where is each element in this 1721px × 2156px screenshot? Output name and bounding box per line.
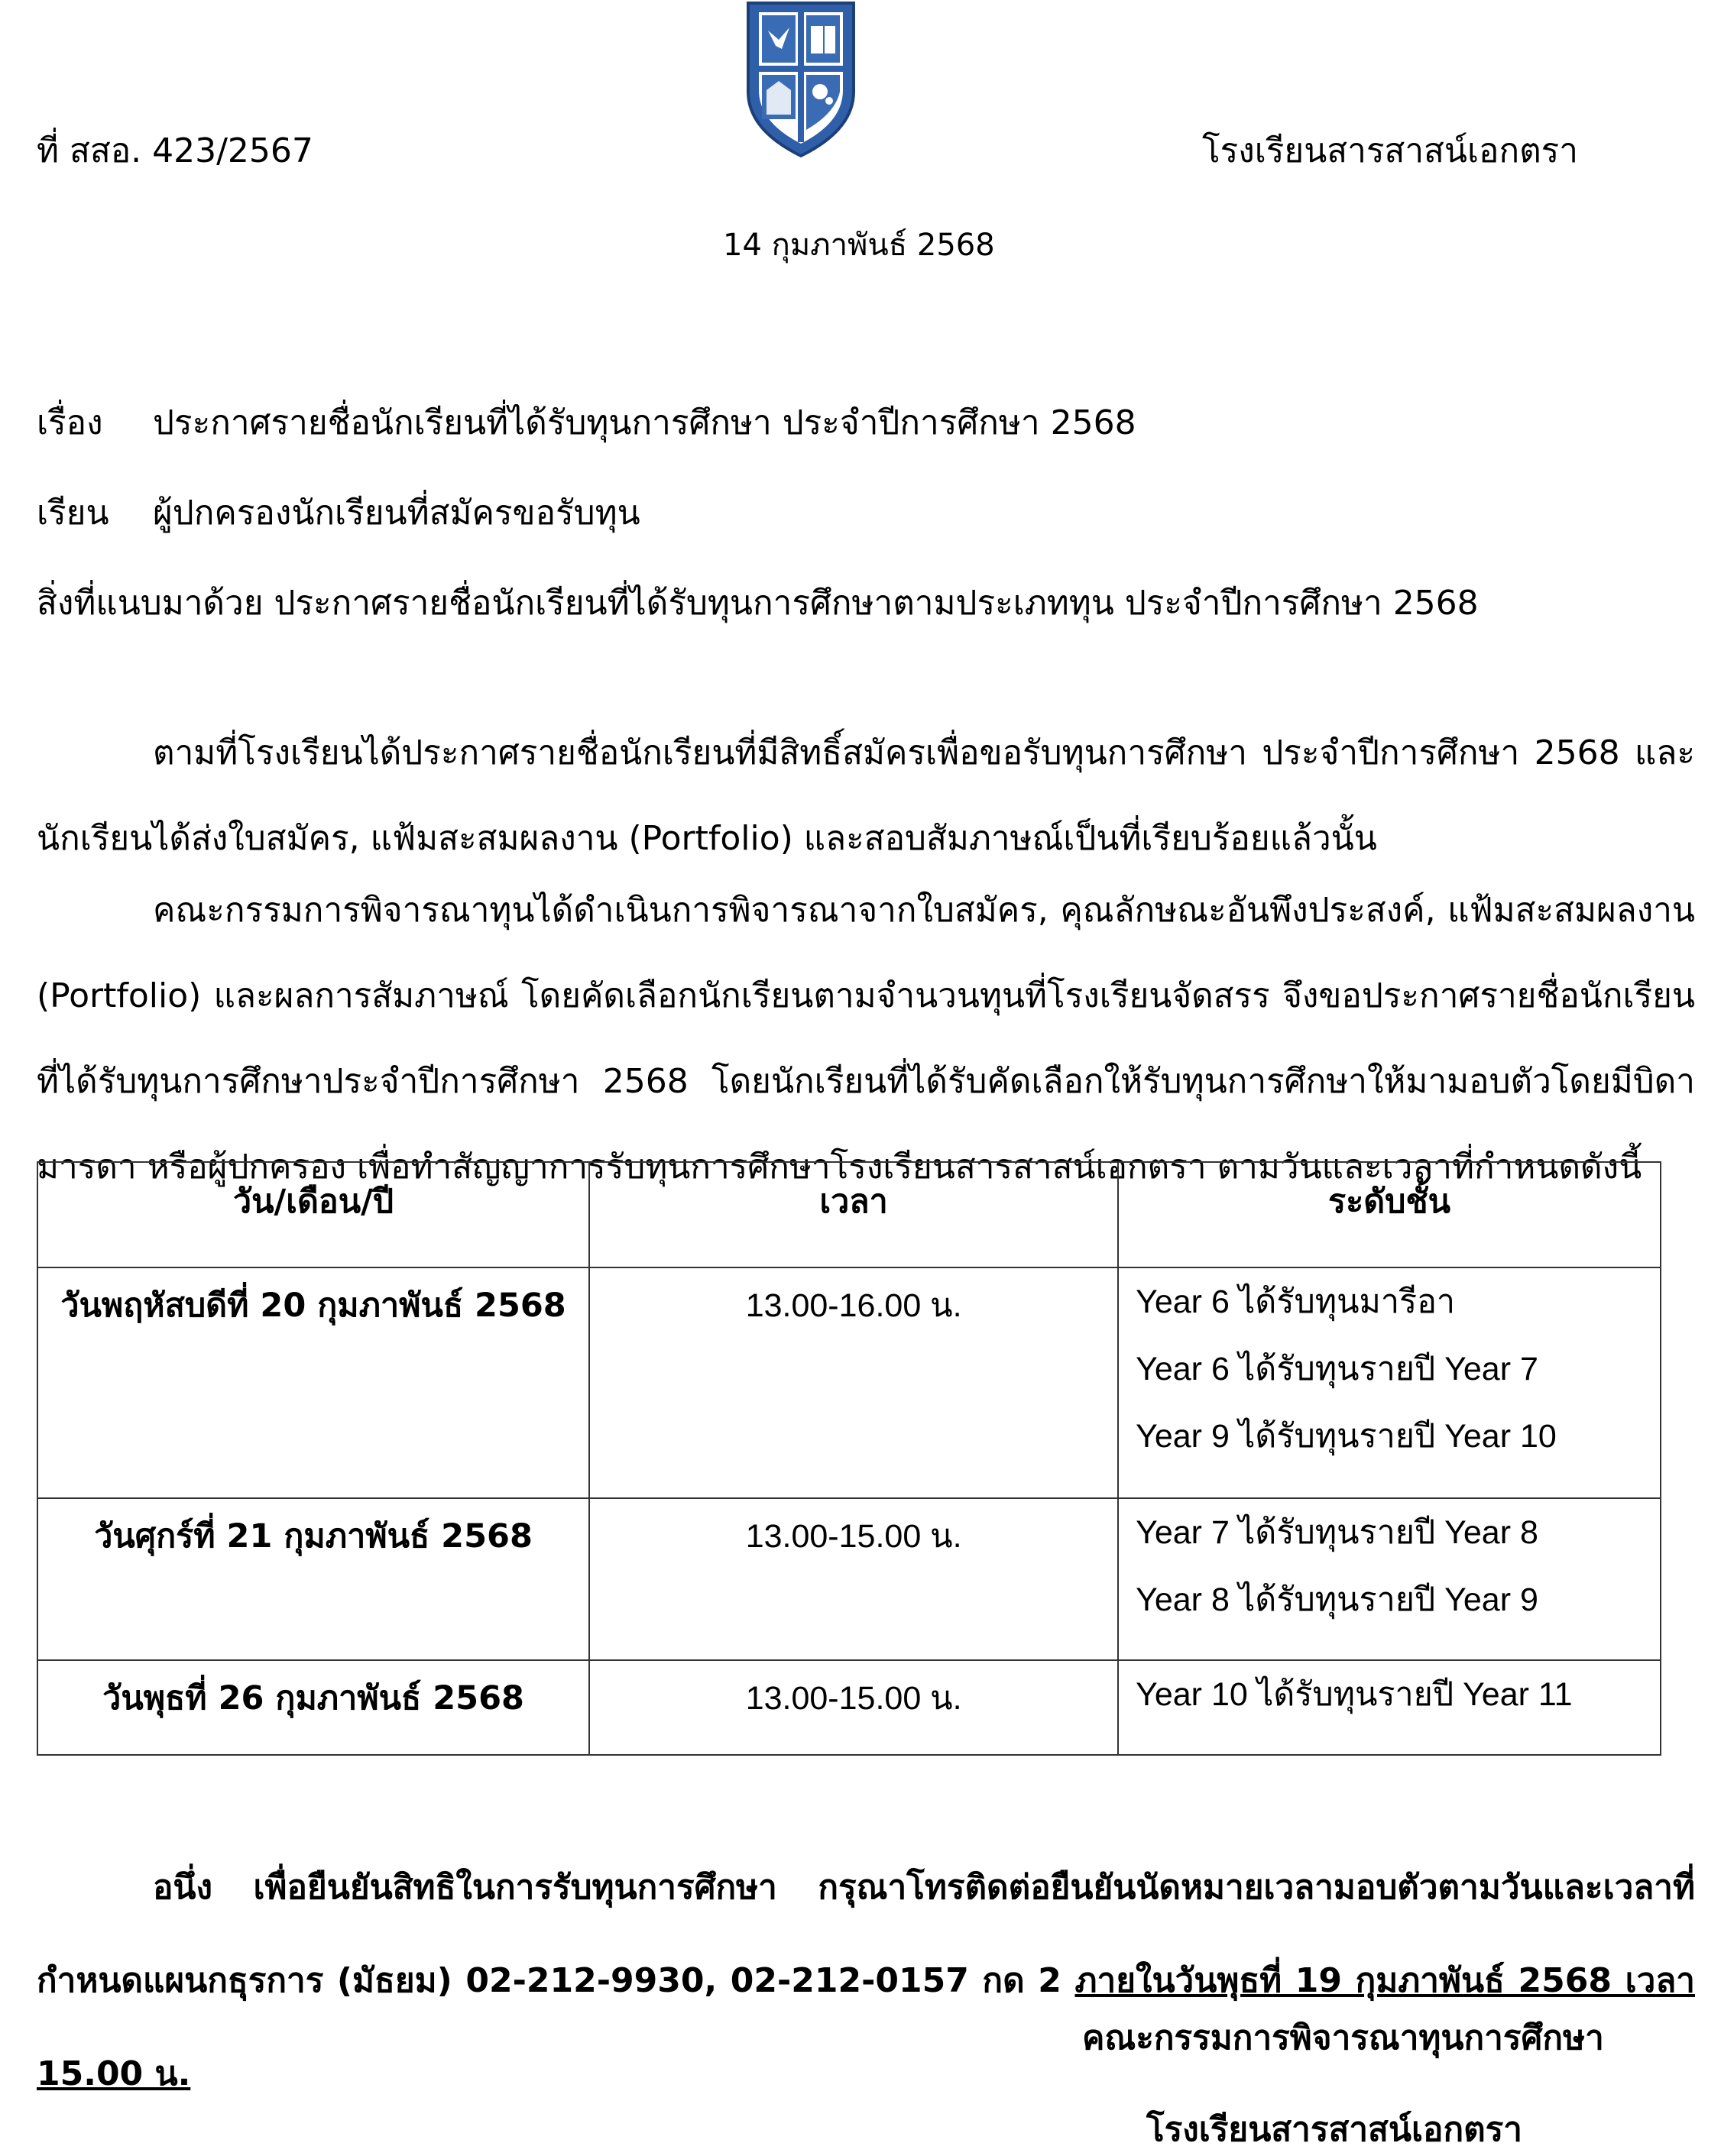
schedule-table [37, 1161, 1661, 1756]
row-levels [1118, 1498, 1661, 1660]
row-time: 13.00-15.00 น. [589, 1498, 1118, 1660]
to-text: ผู้ปกครองนักเรียนที่สมัครขอรับทุน [153, 494, 640, 533]
body-paragraph-1-text: ตามที่โรงเรียนได้ประกาศรายชื่อนักเรียนที่มีสิทธิ์สมัครเพื่อขอรับทุนการศึกษา ประจำปีการศึกษา 2568 และนักเรียนได้ส่งใบสมัคร, แฟ้มสะสมผลงาน (Portfolio) และสอบสัมภาษณ์เป็นที่เรียบร้อยแล้วนั้น [37, 733, 1695, 858]
signature-school: โรงเรียนสารสาสน์เอกตรา [1146, 2110, 1522, 2149]
subject-label: เรื่อง [37, 403, 103, 442]
level-item: Year 9 ได้รับทุนรายปี Year 10 [1136, 1418, 1557, 1455]
subject-text: ประกาศรายชื่อนักเรียนที่ได้รับทุนการศึกษา ประจำปีการศึกษา 2568 [153, 403, 1136, 442]
signature-committee: คณะกรรมการพิจารณาทุนการศึกษา [1082, 2018, 1604, 2057]
level-item: Year 6 ได้รับทุนรายปี Year 7 [1136, 1351, 1538, 1387]
table-row [37, 1267, 1661, 1498]
row-levels [1118, 1660, 1661, 1755]
level-item: Year 6 ได้รับทุนมารีอา [1136, 1284, 1456, 1320]
attachment-text: ประกาศรายชื่อนักเรียนที่ได้รับทุนการศึกษาตามประเภททุน ประจำปีการศึกษา 2568 [274, 584, 1479, 623]
school-name-header: โรงเรียนสารสาสน์เอกตรา [1202, 131, 1578, 170]
document-date: 14 กุมภาพันธ์ 2568 [723, 228, 995, 263]
column-header-level: ระดับชั้น [1118, 1162, 1661, 1267]
row-date: วันพฤหัสบดีที่ 20 กุมภาพันธ์ 2568 [37, 1267, 589, 1498]
body-paragraph-2-text: คณะกรรมการพิจารณาทุนได้ดำเนินการพิจารณาจากใบสมัคร, คุณลักษณะอันพึงประสงค์, แฟ้มสะสมผลงาน (Portfolio) และผลการสัมภาษณ์ โดยคัดเลือกนักเรียนตามจำนวนทุนที่โรงเรียนจัดสรร จึงขอประกาศรายชื่อนักเรียนที่ได้รับทุนการศึกษาประจำปีการศึกษา 2568 โดยนักเรียนที่ได้รับคัดเลือกให้รับทุนการศึกษาให้มามอบตัวโดยมีบิดามารดา หรือผู้ปกครอง เพื่อทำสัญญาการรับทุนการศึกษาโรงเรียนสารสาสน์เอกตรา ตามวันและเวลาที่กำหนดดังนี้ [37, 891, 1695, 1186]
confirmation-deadline: ภายในวันพุธที่ 19 กุมภาพันธ์ 2568 เวลา 15.00 น. [37, 1961, 1695, 2093]
column-header-time: เวลา [589, 1162, 1118, 1267]
body-paragraph-2 [37, 868, 1695, 1210]
confirmation-note [37, 1841, 1695, 2121]
school-crest-logo [744, 0, 858, 159]
to-label: เรียน [37, 494, 109, 533]
row-date: วันพุธที่ 26 กุมภาพันธ์ 2568 [37, 1660, 589, 1755]
level-item: Year 10 ได้รับทุนรายปี Year 11 [1136, 1676, 1573, 1713]
confirmation-note-text: อนึ่ง เพื่อยืนยันสิทธิในการรับทุนการศึกษา กรุณาโทรติดต่อยืนยันนัดหมายเวลามอบตัวตามวันและเวลาที่กำหนดแผนกธุรการ (มัธยม) 02-212-9930, 02-212-0157 กด 2 [37, 1868, 1695, 2000]
document-number: ที่ สสอ. 423/2567 [37, 131, 313, 170]
table-header-row [37, 1162, 1661, 1267]
row-date: วันศุกร์ที่ 21 กุมภาพันธ์ 2568 [37, 1498, 589, 1660]
level-item: Year 7 ได้รับทุนรายปี Year 8 [1136, 1514, 1538, 1551]
body-paragraph-1 [37, 711, 1695, 882]
row-levels [1118, 1267, 1661, 1498]
attachment-line [37, 576, 1479, 630]
row-time: 13.00-16.00 น. [589, 1267, 1118, 1498]
column-header-date: วัน/เดือน/ปี [37, 1162, 589, 1267]
row-time: 13.00-15.00 น. [589, 1660, 1118, 1755]
level-item: Year 8 ได้รับทุนรายปี Year 9 [1136, 1581, 1538, 1618]
table-row [37, 1660, 1661, 1755]
table-row [37, 1498, 1661, 1660]
attachment-label: สิ่งที่แนบมาด้วย [37, 584, 264, 623]
